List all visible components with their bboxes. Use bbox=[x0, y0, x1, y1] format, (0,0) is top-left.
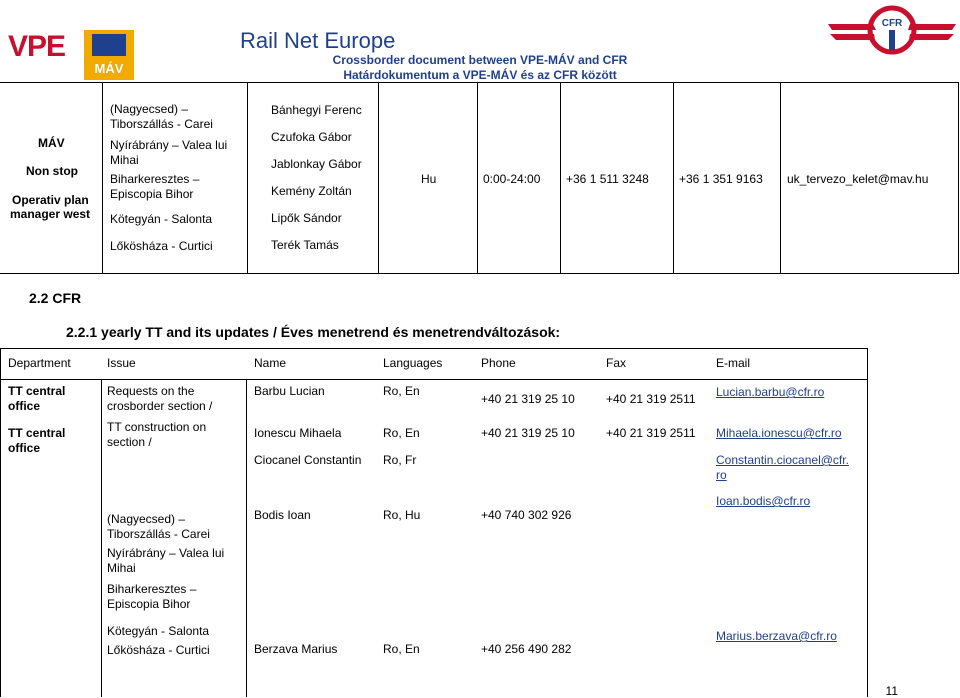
col-header-phone: Phone bbox=[481, 356, 516, 370]
row4-issue-line: Tiborszállás - Carei bbox=[107, 527, 210, 541]
top-name: Kemény Zoltán bbox=[271, 184, 352, 198]
top-fax: +36 1 351 9163 bbox=[679, 172, 763, 186]
row4-issue-line: Mihai bbox=[107, 561, 136, 575]
col-header-fax: Fax bbox=[606, 356, 627, 370]
col-header-languages: Languages bbox=[383, 356, 443, 370]
row1-dept-line: office bbox=[8, 399, 41, 413]
top-route-line: (Nagyecsed) – bbox=[110, 102, 189, 116]
row3-email-link[interactable]: Constantin.ciocanel@cfr. bbox=[716, 453, 849, 467]
top-name: Jablonkay Gábor bbox=[271, 157, 362, 171]
row3-email-link-cont[interactable]: ro bbox=[716, 468, 727, 482]
row4-phone: +40 740 302 926 bbox=[481, 508, 572, 522]
page-number: 11 bbox=[885, 684, 898, 698]
section-heading: 2.2 CFR bbox=[29, 290, 82, 306]
top-name: Bánhegyi Ferenc bbox=[271, 103, 362, 117]
row3-lang: Ro, Fr bbox=[383, 453, 417, 467]
top-route-line: Nyírábrány – Valea lui bbox=[110, 138, 228, 152]
top-dept-line: Operativ plan bbox=[12, 193, 89, 207]
row2-dept-line: office bbox=[8, 441, 41, 455]
top-hours: 0:00-24:00 bbox=[483, 172, 541, 186]
row1-lang: Ro, En bbox=[383, 384, 420, 398]
cfr-logo bbox=[828, 4, 958, 64]
top-dept-line: Non stop bbox=[26, 164, 78, 178]
row1-issue-line: crosborder section / bbox=[107, 399, 213, 413]
row4-email-link[interactable]: Ioan.bodis@cfr.ro bbox=[716, 494, 811, 508]
row2-lang: Ro, En bbox=[383, 426, 420, 440]
top-email: uk_tervezo_kelet@mav.hu bbox=[787, 172, 929, 186]
top-phone: +36 1 511 3248 bbox=[566, 172, 649, 186]
doc-title-hu: Határdokumentum a VPE-MÁV és az CFR között bbox=[343, 68, 617, 82]
top-dept-line: manager west bbox=[10, 207, 91, 221]
row2-fax: +40 21 319 2511 bbox=[606, 426, 696, 440]
row4-issue-line: Kötegyán - Salonta bbox=[107, 624, 210, 638]
row4-issue-line: Biharkeresztes – bbox=[107, 582, 197, 596]
row4-lang: Ro, Hu bbox=[383, 508, 421, 522]
row5-name: Berzava Marius bbox=[254, 642, 338, 656]
top-route-line: Episcopia Bihor bbox=[110, 187, 194, 201]
mav-logo-label: MÁV bbox=[94, 61, 124, 76]
top-route-line: Mihai bbox=[110, 153, 139, 167]
top-route-line: Lőkösháza - Curtici bbox=[110, 239, 213, 253]
row1-dept-line: TT central bbox=[8, 384, 66, 398]
row1-fax: +40 21 319 2511 bbox=[606, 392, 696, 406]
top-language: Hu bbox=[421, 172, 437, 186]
row5-email-link[interactable]: Marius.berzava@cfr.ro bbox=[716, 629, 837, 643]
cfr-logo-text: CFR bbox=[881, 18, 903, 29]
top-dept-line: MÁV bbox=[38, 136, 65, 150]
col-header-issue: Issue bbox=[107, 356, 136, 370]
row2-email-link[interactable]: Mihaela.ionescu@cfr.ro bbox=[716, 426, 842, 440]
row2-issue-line: TT construction on bbox=[107, 420, 207, 434]
row5-lang: Ro, En bbox=[383, 642, 420, 656]
row2-dept-line: TT central bbox=[8, 426, 66, 440]
row4-issue-line: Nyírábrány – Valea lui bbox=[107, 546, 225, 560]
row5-phone: +40 256 490 282 bbox=[481, 642, 572, 656]
col-header-email: E-mail bbox=[716, 356, 751, 370]
top-route-line: Tiborszállás - Carei bbox=[110, 117, 213, 131]
col-header-name: Name bbox=[254, 356, 287, 370]
top-name: Terék Tamás bbox=[271, 238, 339, 252]
rne-logo: Rail Net Europe bbox=[240, 28, 396, 53]
row4-issue-line: (Nagyecsed) – bbox=[107, 512, 186, 526]
top-route-line: Biharkeresztes – bbox=[110, 172, 200, 186]
row2-name: Ionescu Mihaela bbox=[254, 426, 342, 440]
top-name: Lipők Sándor bbox=[271, 211, 342, 225]
row4-issue-line: Episcopia Bihor bbox=[107, 597, 191, 611]
row1-name: Barbu Lucian bbox=[254, 384, 325, 398]
row3-name: Ciocanel Constantin bbox=[254, 453, 362, 467]
row1-email-link[interactable]: Lucian.barbu@cfr.ro bbox=[716, 385, 825, 399]
row1-issue-line: Requests on the bbox=[107, 384, 195, 398]
top-name: Czufoka Gábor bbox=[271, 130, 352, 144]
vpe-logo: VPE bbox=[8, 30, 66, 63]
row1-phone: +40 21 319 25 10 bbox=[481, 392, 575, 406]
row2-issue-line: section / bbox=[107, 435, 152, 449]
row2-phone: +40 21 319 25 10 bbox=[481, 426, 575, 440]
row4-issue-line: Lőkösháza - Curtici bbox=[107, 643, 210, 657]
top-route-line: Kötegyán - Salonta bbox=[110, 212, 213, 226]
row4-name: Bodis Ioan bbox=[254, 508, 311, 522]
doc-title-en: Crossborder document between VPE-MÁV and CFR bbox=[332, 53, 628, 67]
col-header-department: Department bbox=[8, 356, 71, 370]
subsection-heading: 2.2.1 yearly TT and its updates / Éves menetrend és menetrendváltozások: bbox=[66, 324, 561, 340]
